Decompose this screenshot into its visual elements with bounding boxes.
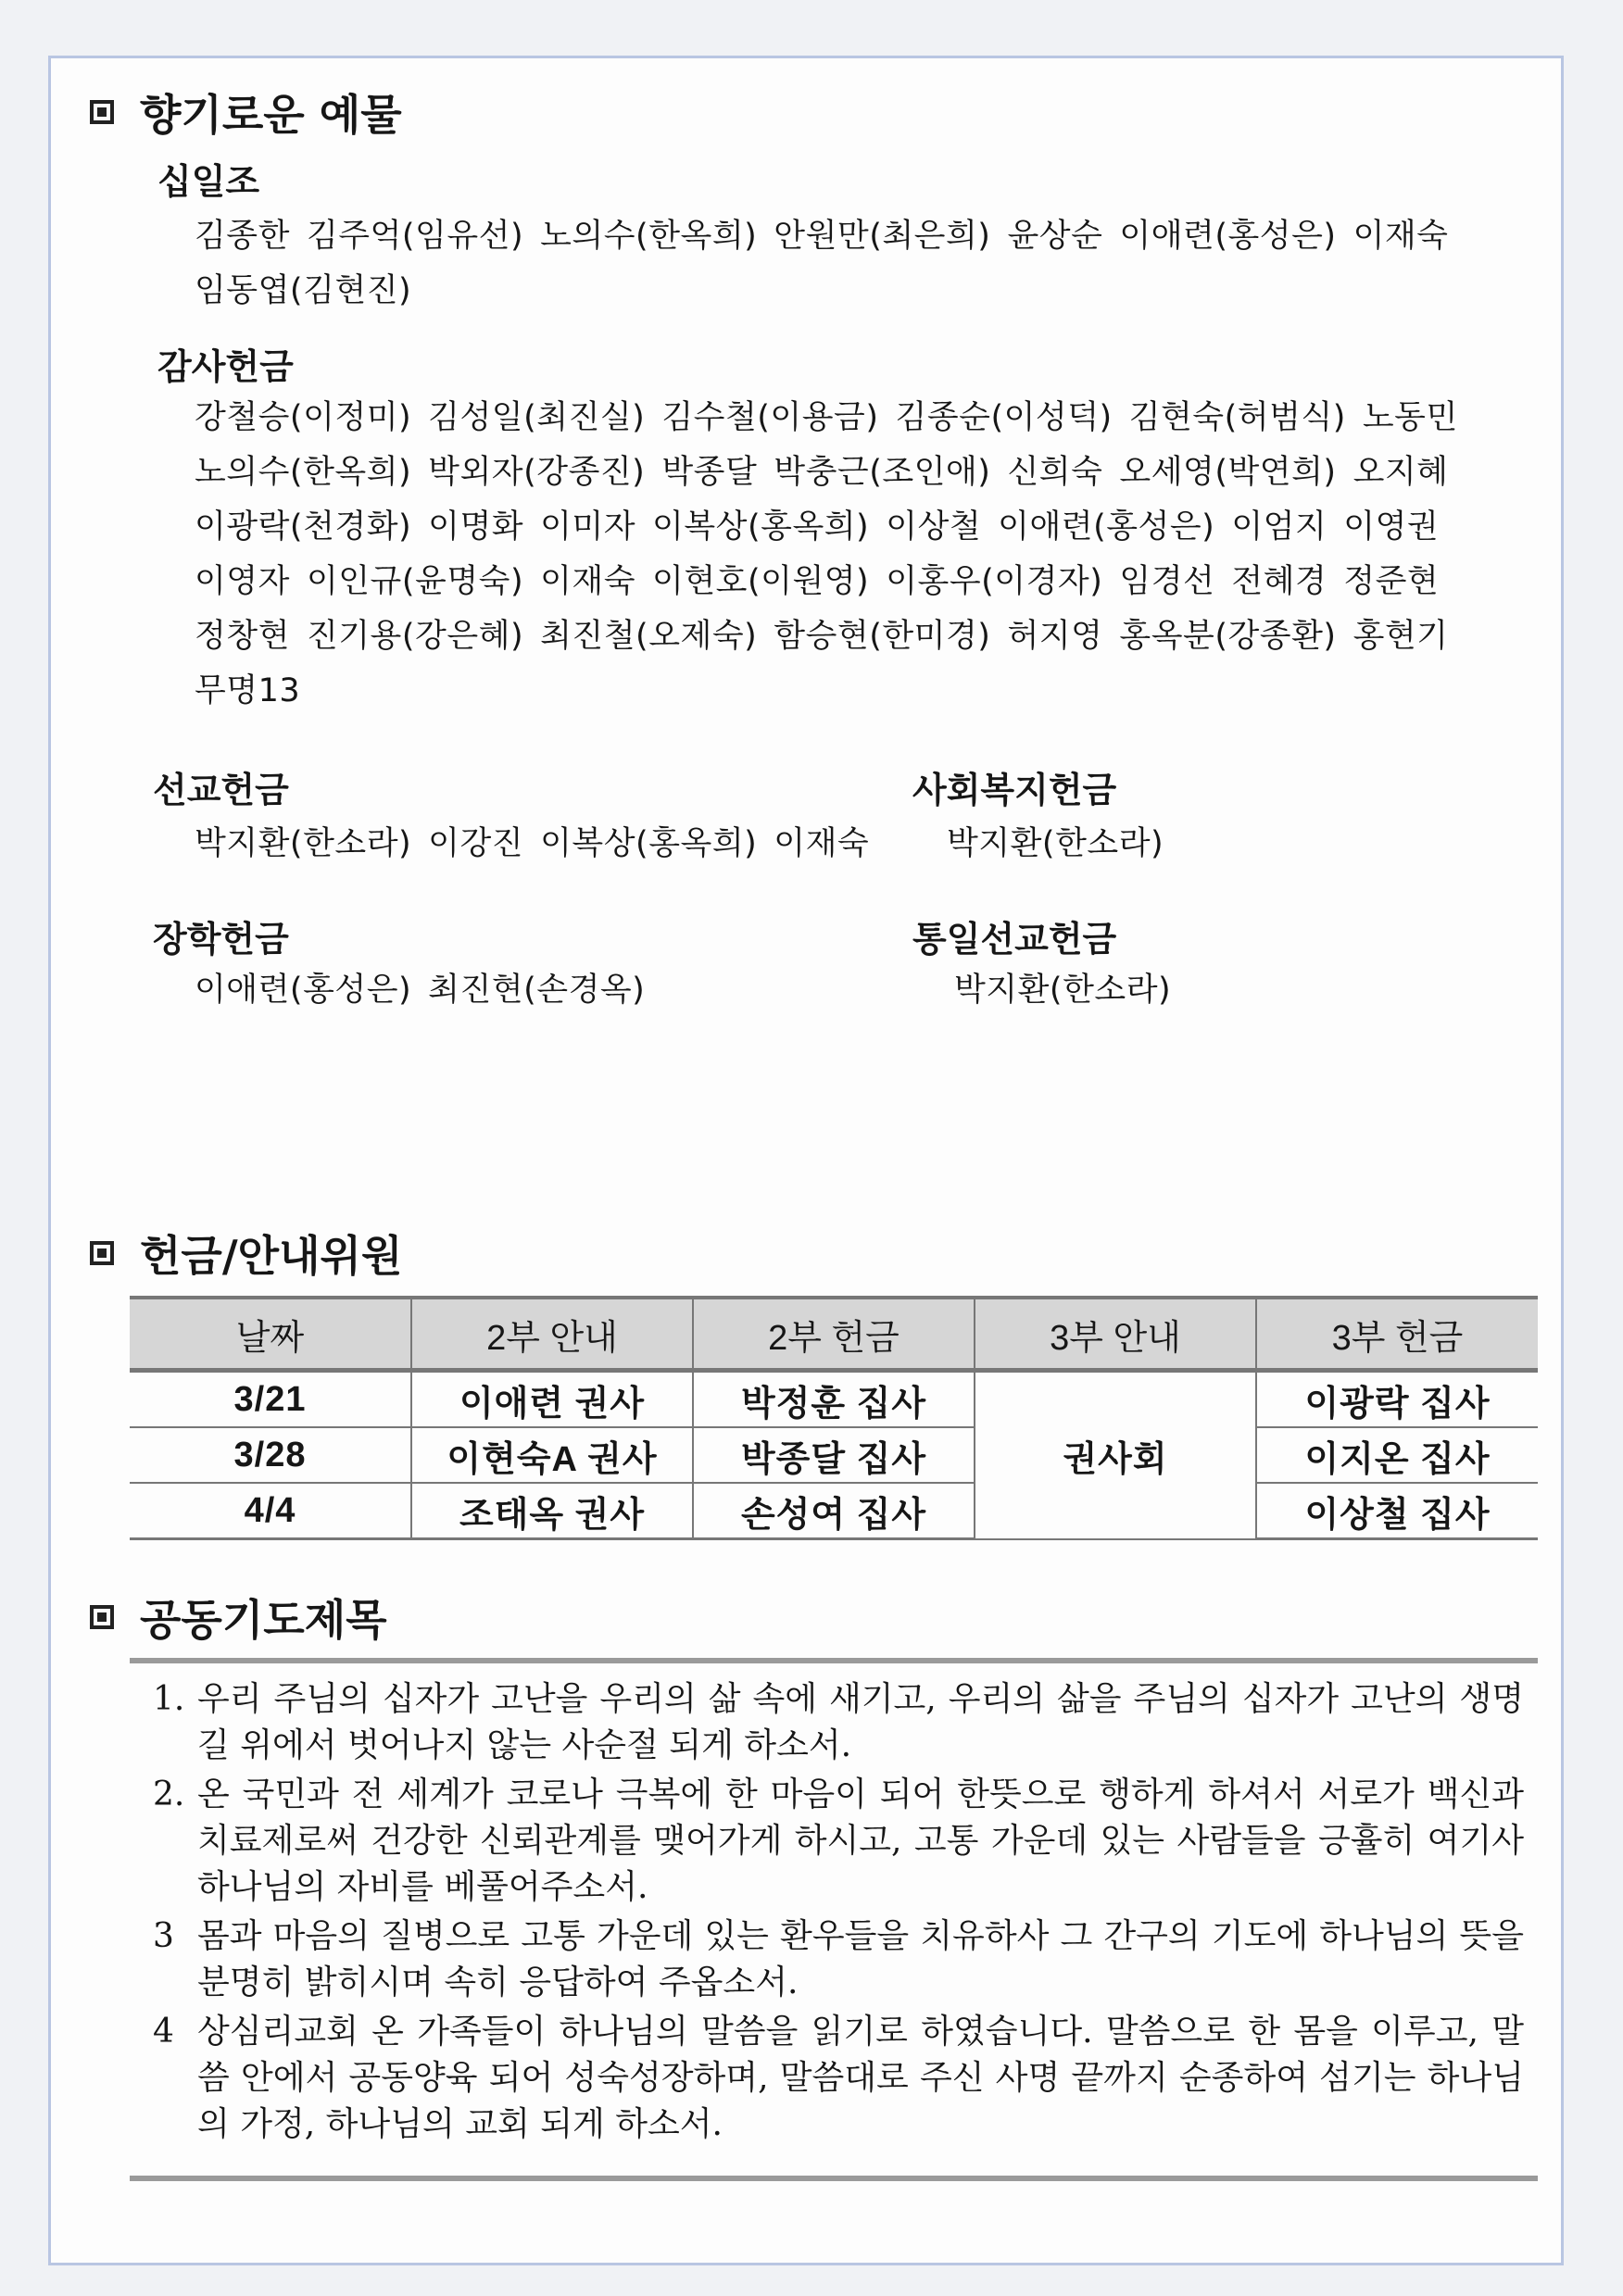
duty-table (130, 1296, 1538, 1540)
donor-name: 임동엽(김현진) (195, 272, 412, 309)
duty-section-heading (90, 1223, 402, 1284)
cell-2nd-offering: 박종달 집사 (693, 1427, 975, 1483)
square-bullet-icon (90, 100, 114, 124)
unification-label: 통일선교헌금 (912, 919, 1117, 960)
donor-name: 이상철 (886, 508, 982, 546)
mission-names (195, 817, 917, 872)
donor-name: 오세영(박연희) (1119, 454, 1337, 491)
header-2nd-offering: 2부 헌금 (693, 1298, 975, 1371)
donor-name: 신희숙 (1007, 454, 1103, 491)
cell-date: 3/28 (130, 1427, 411, 1483)
table-row (130, 1371, 1538, 1428)
cell-2nd-guide: 이애련 권사 (411, 1371, 693, 1428)
donor-name: 최진철(오제숙) (540, 618, 758, 655)
mission-label: 선교헌금 (153, 770, 289, 810)
donor-name: 김종한 (195, 218, 290, 255)
donor-name: 강철승(이정미) (195, 399, 412, 436)
donor-name: 박충근(조인애) (774, 454, 991, 491)
prayer-section-heading (90, 1587, 387, 1648)
cell-3rd-offering: 이지온 집사 (1256, 1427, 1538, 1483)
donor-name: 이복상(홍옥희) (540, 825, 758, 862)
scholarship-label: 장학헌금 (153, 919, 289, 960)
table-row (130, 1427, 1538, 1483)
offerings-section-heading (90, 82, 402, 143)
offerings-title: 향기로운 예물 (140, 90, 402, 140)
donor-name: 홍현기 (1352, 618, 1449, 655)
donor-name: 최진현(손경옥) (428, 972, 646, 1009)
donor-name: 김현숙(허범식) (1128, 399, 1346, 436)
thanks-names (195, 391, 1547, 719)
donor-name: 이미자 (540, 508, 636, 546)
square-bullet-icon (90, 1241, 114, 1265)
donor-name: 이엄지 (1231, 508, 1327, 546)
donor-name: 이현호(이원영) (652, 563, 870, 600)
donor-name: 박지환(한소라) (195, 825, 412, 862)
donor-name: 오지혜 (1352, 454, 1449, 491)
donor-name: 김성일(최진실) (428, 399, 646, 436)
donor-name: 박외자(강종진) (428, 454, 646, 491)
donor-name: 노동민 (1362, 399, 1458, 436)
donor-name: 박종달 (661, 454, 758, 491)
cell-2nd-offering: 박정훈 집사 (693, 1371, 975, 1428)
donor-name: 이재숙 (540, 563, 636, 600)
prayer-text: 상심리교회 온 가족들이 하나님의 말씀을 읽기로 하였습니다. 말씀으로 한 몸을 이루고, 말씀 안에서 공동양육 되어 성숙성장하며, 말씀대로 주신 사명 끝까지 순종하여 섬기는 하나님의 가정, 하나님의 교회 되게 하소서. (197, 2013, 1524, 2143)
scholarship-names (195, 963, 917, 1018)
welfare-names (947, 817, 1503, 872)
donor-name: 이재숙 (774, 825, 870, 862)
prayer-number: 2. (153, 1775, 185, 1813)
donor-name: 김주억(임유선) (306, 218, 524, 255)
list-item (153, 1772, 1524, 1911)
thanks-label: 감사헌금 (157, 346, 294, 387)
donor-name: 김종순(이성덕) (895, 399, 1113, 436)
prayer-text: 온 국민과 전 세계가 코로나 극복에 한 마음이 되어 한뜻으로 행하게 하셔서 서로가 백신과 치료제로써 건강한 신뢰관계를 맺어가게 하시고, 고통 가운데 있는 사람들을 긍휼히 여기사 하나님의 자비를 베풀어주소서. (197, 1775, 1524, 1906)
prayer-list (153, 1676, 1524, 2151)
prayer-number: 1. (153, 1680, 185, 1718)
cell-3rd-guide-merged: 권사회 (975, 1371, 1256, 1539)
donor-name: 박지환(한소라) (954, 972, 1172, 1009)
welfare-label: 사회복지헌금 (912, 770, 1117, 810)
cell-date: 4/4 (130, 1483, 411, 1539)
tithe-label: 십일조 (157, 161, 260, 202)
donor-name: 노의수(한옥희) (540, 218, 758, 255)
prayer-box (130, 1658, 1538, 2181)
table-row (130, 1483, 1538, 1539)
donor-name: 이재숙 (1352, 218, 1449, 255)
duty-title: 헌금/안내위원 (140, 1231, 403, 1281)
list-item (153, 2009, 1524, 2148)
donor-name: 윤상순 (1007, 218, 1103, 255)
donor-name: 전혜경 (1231, 563, 1327, 600)
donor-name: 김수철(이용금) (661, 399, 879, 436)
donor-name: 노의수(한옥희) (195, 454, 412, 491)
unification-names (954, 963, 1510, 1018)
square-bullet-icon (90, 1605, 114, 1629)
donor-name: 이영권 (1343, 508, 1440, 546)
prayer-number: 3 (153, 1917, 174, 1955)
list-item (153, 1676, 1524, 1769)
donor-name: 이강진 (428, 825, 524, 862)
prayer-text: 우리 주님의 십자가 고난을 우리의 삶 속에 새기고, 우리의 삶을 주님의 십자가 고난의 생명길 위에서 벗어나지 않는 사순절 되게 하소서. (197, 1680, 1524, 1764)
donor-name: 임경선 (1119, 563, 1215, 600)
donor-name: 이애련(홍성은) (1119, 218, 1337, 255)
donor-name: 허지영 (1007, 618, 1103, 655)
donor-name: 이애련(홍성은) (195, 972, 412, 1009)
donor-name: 진기용(강은혜) (306, 618, 524, 655)
donor-name: 안원만(최은희) (774, 218, 991, 255)
donor-name: 이명화 (428, 508, 524, 546)
donor-name: 이애련(홍성은) (998, 508, 1215, 546)
donor-name: 박지환(한소라) (947, 825, 1164, 862)
cell-2nd-guide: 이현숙A 권사 (411, 1427, 693, 1483)
header-3rd-offering: 3부 헌금 (1256, 1298, 1538, 1371)
header-3rd-guide: 3부 안내 (975, 1298, 1256, 1371)
tithe-names (195, 209, 1538, 319)
donor-name: 이광락(천경화) (195, 508, 412, 546)
duty-table-header-row (130, 1298, 1538, 1371)
header-2nd-guide: 2부 안내 (411, 1298, 693, 1371)
donor-name: 이영자 (195, 563, 290, 600)
cell-2nd-offering: 손성여 집사 (693, 1483, 975, 1539)
prayer-number: 4 (153, 2013, 174, 2051)
cell-date: 3/21 (130, 1371, 411, 1428)
donor-name: 이복상(홍옥희) (652, 508, 870, 546)
cell-3rd-offering: 이광락 집사 (1256, 1371, 1538, 1428)
list-item (153, 1913, 1524, 2006)
prayer-text: 몸과 마음의 질병으로 고통 가운데 있는 환우들을 치유하사 그 간구의 기도에 하나님의 뜻을 분명히 밝히시며 속히 응답하여 주옵소서. (197, 1917, 1524, 2001)
donor-name: 정창현 (195, 618, 290, 655)
donor-name: 이홍우(이경자) (886, 563, 1103, 600)
cell-2nd-guide: 조태옥 권사 (411, 1483, 693, 1539)
donor-name: 이인규(윤명숙) (306, 563, 524, 600)
prayer-title: 공동기도제목 (140, 1595, 387, 1645)
cell-3rd-offering: 이상철 집사 (1256, 1483, 1538, 1539)
header-date: 날짜 (130, 1298, 411, 1371)
donor-name: 홍옥분(강종환) (1119, 618, 1337, 655)
donor-name: 정준현 (1343, 563, 1440, 600)
donor-name: 함승현(한미경) (774, 618, 991, 655)
donor-name: 무명13 (195, 672, 301, 709)
